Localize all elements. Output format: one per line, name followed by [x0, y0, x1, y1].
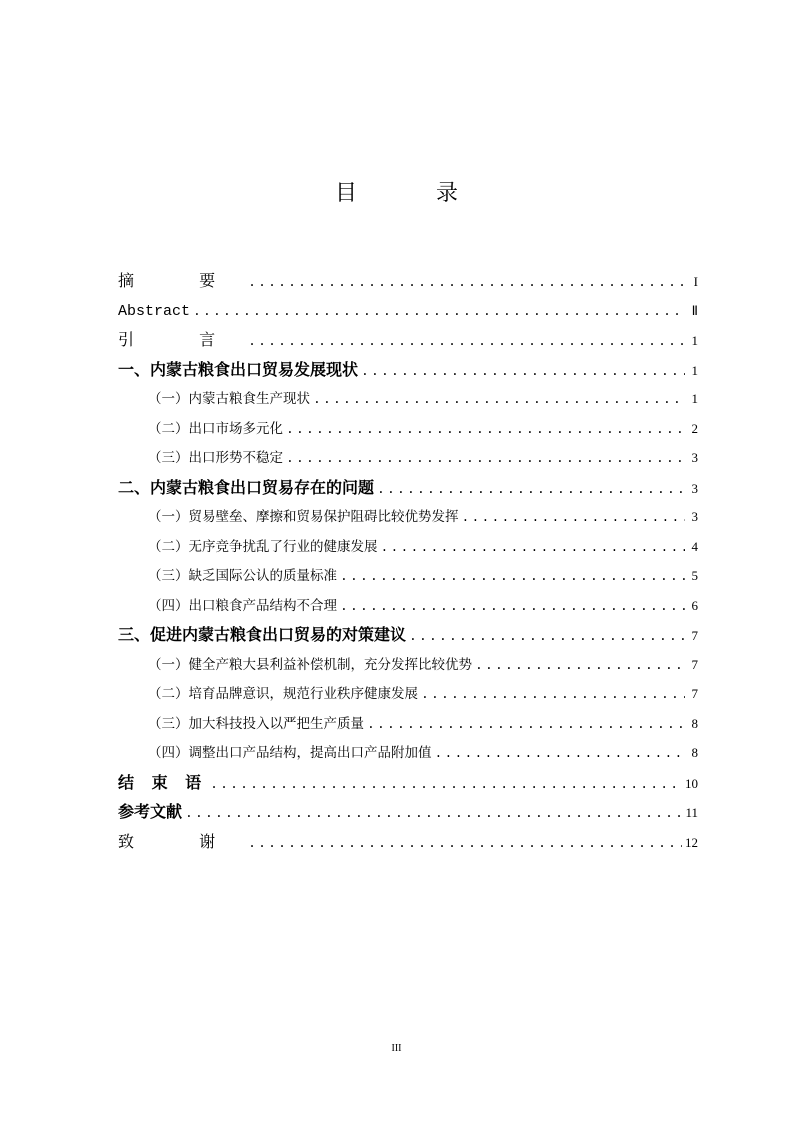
toc-leader-dots — [409, 622, 685, 650]
toc-entry-page: Ⅱ — [691, 302, 698, 318]
toc-entry-section-3-2[interactable] — [118, 679, 698, 709]
toc-entry-page: 7 — [691, 686, 698, 701]
toc-leader-dots — [475, 651, 685, 680]
toc-leader-dots — [421, 680, 685, 709]
toc-entry-section-2-3[interactable] — [118, 561, 698, 591]
toc-leader-dots — [210, 770, 682, 798]
toc-entry-section-1-1[interactable] — [118, 384, 698, 414]
toc-entry-chapter-1[interactable] — [118, 355, 698, 385]
toc-entry-label: （三）出口形势不稳定 — [148, 450, 283, 466]
toc-entry-page: 3 — [691, 480, 698, 496]
toc-leader-dots — [435, 739, 686, 768]
toc-entry-label: （二）培育品牌意识，规范行业秩序健康发展 — [148, 686, 418, 702]
toc-entry-label: （一）内蒙古粮食生产现状 — [148, 391, 310, 407]
toc-entry-chapter-3[interactable] — [118, 620, 698, 650]
toc-entry-label: 二、内蒙古粮食出口贸易存在的问题 — [118, 477, 375, 497]
toc-leader-dots — [340, 592, 685, 621]
toc-entry-label: 摘 要 — [118, 271, 246, 290]
toc-entry-abstract-cn[interactable] — [118, 266, 698, 296]
toc-entry-label: （一）健全产粮大县利益补偿机制，充分发挥比较优势 — [148, 656, 472, 673]
toc-entry-page: 7 — [691, 656, 698, 672]
toc-entry-label: 三、促进内蒙古粮食出口贸易的对策建议 — [118, 625, 407, 644]
toc-entry-label: 一、内蒙古粮食出口贸易发展现状 — [118, 359, 359, 379]
toc-entry-section-3-3[interactable] — [118, 709, 698, 739]
toc-entry-page: 1 — [691, 391, 698, 406]
toc-entry-section-2-1[interactable] — [118, 502, 698, 532]
toc-entry-label: Abstract — [118, 302, 191, 320]
toc-entry-page: 5 — [691, 568, 698, 583]
toc-entry-section-2-2[interactable] — [118, 532, 698, 562]
toc-leader-dots — [381, 533, 686, 562]
toc-entry-label: （二）无序竞争扰乱了行业的健康发展 — [148, 538, 378, 555]
toc-entry-label: （三）加大科技投入以严把生产质量 — [148, 715, 364, 732]
toc-entry-section-2-4[interactable] — [118, 591, 698, 621]
toc-entry-label: （一）贸易壁垒、摩擦和贸易保护阻碍比较优势发挥 — [148, 509, 459, 525]
toc-entry-label: 结 束 语 — [118, 772, 208, 792]
toc-entry-page: 4 — [691, 538, 698, 554]
toc-leader-dots — [286, 444, 685, 473]
toc-entry-abstract-en[interactable] — [118, 296, 698, 326]
toc-leader-dots — [367, 710, 685, 739]
toc-entry-label: （三）缺乏国际公认的质量标准 — [148, 568, 337, 584]
toc-leader-dots — [248, 268, 685, 296]
toc-leader-dots — [313, 385, 685, 414]
toc-leader-dots — [248, 829, 682, 857]
toc-entry-references[interactable] — [118, 797, 698, 827]
toc-leader-dots — [462, 503, 686, 532]
toc-leader-dots — [193, 297, 685, 326]
toc-entry-label: 引 言 — [118, 330, 246, 349]
toc-entry-section-1-3[interactable] — [118, 443, 698, 473]
page-number-footer: III — [391, 1043, 402, 1054]
table-of-contents — [118, 266, 698, 856]
toc-leader-dots — [248, 327, 685, 355]
toc-entry-page: 3 — [691, 509, 698, 524]
toc-entry-page: I — [693, 274, 698, 289]
toc-entry-page: 2 — [691, 420, 698, 436]
toc-entry-label: （二）出口市场多元化 — [148, 420, 283, 437]
toc-entry-page: 8 — [691, 745, 698, 760]
toc-entry-page: 6 — [691, 597, 698, 613]
toc-entry-page: 1 — [691, 362, 698, 378]
toc-entry-label: 致 谢 — [118, 831, 246, 851]
toc-leader-dots — [377, 475, 685, 503]
toc-leader-dots — [340, 562, 685, 591]
toc-entry-acknowledgements[interactable] — [118, 827, 698, 857]
toc-entry-conclusion[interactable] — [118, 768, 698, 798]
toc-entry-page: 1 — [691, 333, 698, 348]
toc-entry-label: 参考文献 — [118, 802, 183, 821]
toc-entry-chapter-2[interactable] — [118, 473, 698, 503]
toc-entry-section-1-2[interactable] — [118, 414, 698, 444]
toc-leader-dots — [185, 799, 682, 827]
toc-entry-section-3-1[interactable] — [118, 650, 698, 680]
toc-entry-page: 3 — [691, 450, 698, 465]
toc-entry-label: （四）出口粮食产品结构不合理 — [148, 597, 337, 614]
toc-entry-label: （四）调整出口产品结构，提高出口产品附加值 — [148, 745, 432, 761]
toc-entry-page: 10 — [685, 775, 698, 791]
toc-entry-introduction[interactable] — [118, 325, 698, 355]
toc-entry-page: 11 — [685, 805, 698, 820]
page-title: 目 录 — [335, 181, 494, 206]
toc-entry-page: 8 — [691, 715, 698, 731]
toc-leader-dots — [361, 357, 685, 385]
toc-entry-page: 7 — [691, 628, 698, 643]
toc-leader-dots — [286, 415, 685, 444]
toc-entry-section-3-4[interactable] — [118, 738, 698, 768]
toc-entry-page: 12 — [685, 834, 698, 850]
